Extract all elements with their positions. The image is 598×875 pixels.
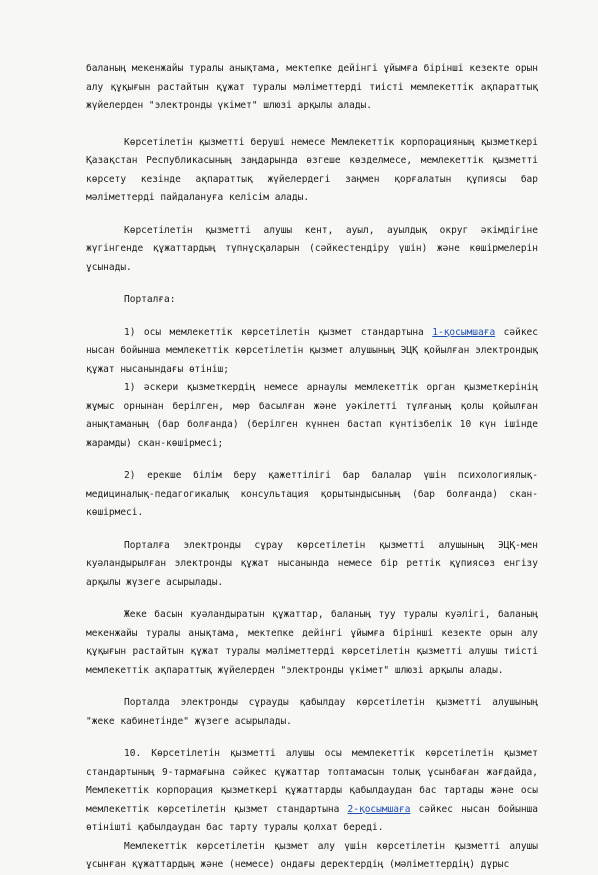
paragraph-item-application (86, 324, 538, 380)
paragraph-portal-request: Порталға электронды сұрау көрсетілетін қызметті алушының ЭЦҚ-мен куәландырылған электронды құжат нысанында немесе бір реттік құпиясөз енгізу арқылы жүзеге асырылады. (86, 539, 538, 588)
section-10-text-start: 10. Көрсетілетін қызметті алушы осы мемлекеттік көрсетілетін қызмет стандартының 9-тармағына сәйкес құжаттар топтамасын толық ұсынбаған жағдайда, Мемлекеттік корпорация қызметкері құжаттарды қабылдаудан бас тартады және осы мемлекеттік көрсетілетін қызмет стандартына (86, 748, 538, 815)
paragraph-originals: Көрсетілетін қызметті алушы кент, ауыл, ауылдық округ әкімдігіне жүгінгенде құжаттардың түпнұсқаларын (сәйкестендіру үшін) және көшірмелерін ұсынады. (86, 224, 538, 273)
paragraph-portal-heading: Порталға: (124, 294, 176, 305)
paragraph-address-info: баланың мекенжайы туралы анықтама, мектепке дейінгі ұйымға бірінші кезекте орын алу құқығын растайтын құжат туралы мәліметтерді тиісті мемлекеттік ақпараттық жүйелерден "электронды үкімет" шлюзі арқылы алады. (86, 63, 538, 111)
annex-2-link[interactable]: 2-қосымшаға (347, 803, 411, 815)
section-10-text-end: сәйкес нысан бойынша өтінішті қабылдаудан бас тарту туралы қолхат береді. (86, 803, 538, 833)
paragraph-verification: Мемлекеттік көрсетілетін қызмет алу үшін көрсетілетін қызметті алушы ұсынған құжаттардың және (немесе) ондағы деректердің (мәліметтердің) дұрыс (86, 840, 538, 870)
item-application-text-start: 1) осы мемлекеттік көрсетілетін қызмет стандартына (124, 326, 433, 338)
paragraph-item-pmpc-conclusion: 2) ерекше білім беру қажеттілігі бар балалар үшін психологиялық-медициналық-педагогикалық консультация қорытындысының (бар болғанда) скан-көшірмесі. (86, 470, 538, 518)
annex-1-link[interactable]: 1-қосымшаға (432, 326, 496, 338)
paragraph-section-10 (86, 745, 538, 838)
item-application-text-end: сәйкес нысан бойынша мемлекеттік көрсетілетін қызмет алушының ЭЦҚ қойылған электрондық құжат нысанындағы өтініш; (86, 326, 538, 375)
paragraph-personal-cabinet: Порталда электронды сұрауды қабылдау көрсетілетін қызметті алушының "жеке кабинетінде" жүзеге асырылады. (86, 697, 538, 727)
paragraph-item-military-certificate: 1) әскери қызметкердің немесе арнаулы мемлекеттік орган қызметкерінің жұмыс орнынан берілген, мөр басылған және уәкілетті тұлғаның қолы қойылған анықтаманың (бар болғанда) (берілген күннен бастап күнтізбелік 10 күн ішінде жарамды) скан-көшірмесі; (86, 382, 538, 449)
paragraph-documents-gateway: Жеке басын куәландыратын құжаттар, баланың туу туралы куәлігі, баланың мекенжайы туралы анықтама, мектепке дейінгі ұйымға бірінші кезекте орын алу құқығын растайтын құжат туралы мәліметтерді көрсетілетін қызметті алушы тиісті мемлекеттік ақпараттық жүйелерден "электронды үкімет" шлюзі арқылы алады. (86, 609, 538, 676)
paragraph-consent: Көрсетілетін қызметті беруші немесе Мемлекеттік корпорацияның қызметкері Қазақстан Республикасының заңдарында өзгеше көзделмесе, мемлекеттік қызметті көрсету кезінде ақпараттық жүйелердегі заңмен қорғалатын құпиясы бар мәліметтерді пайдалануға келісім алады. (86, 136, 538, 203)
